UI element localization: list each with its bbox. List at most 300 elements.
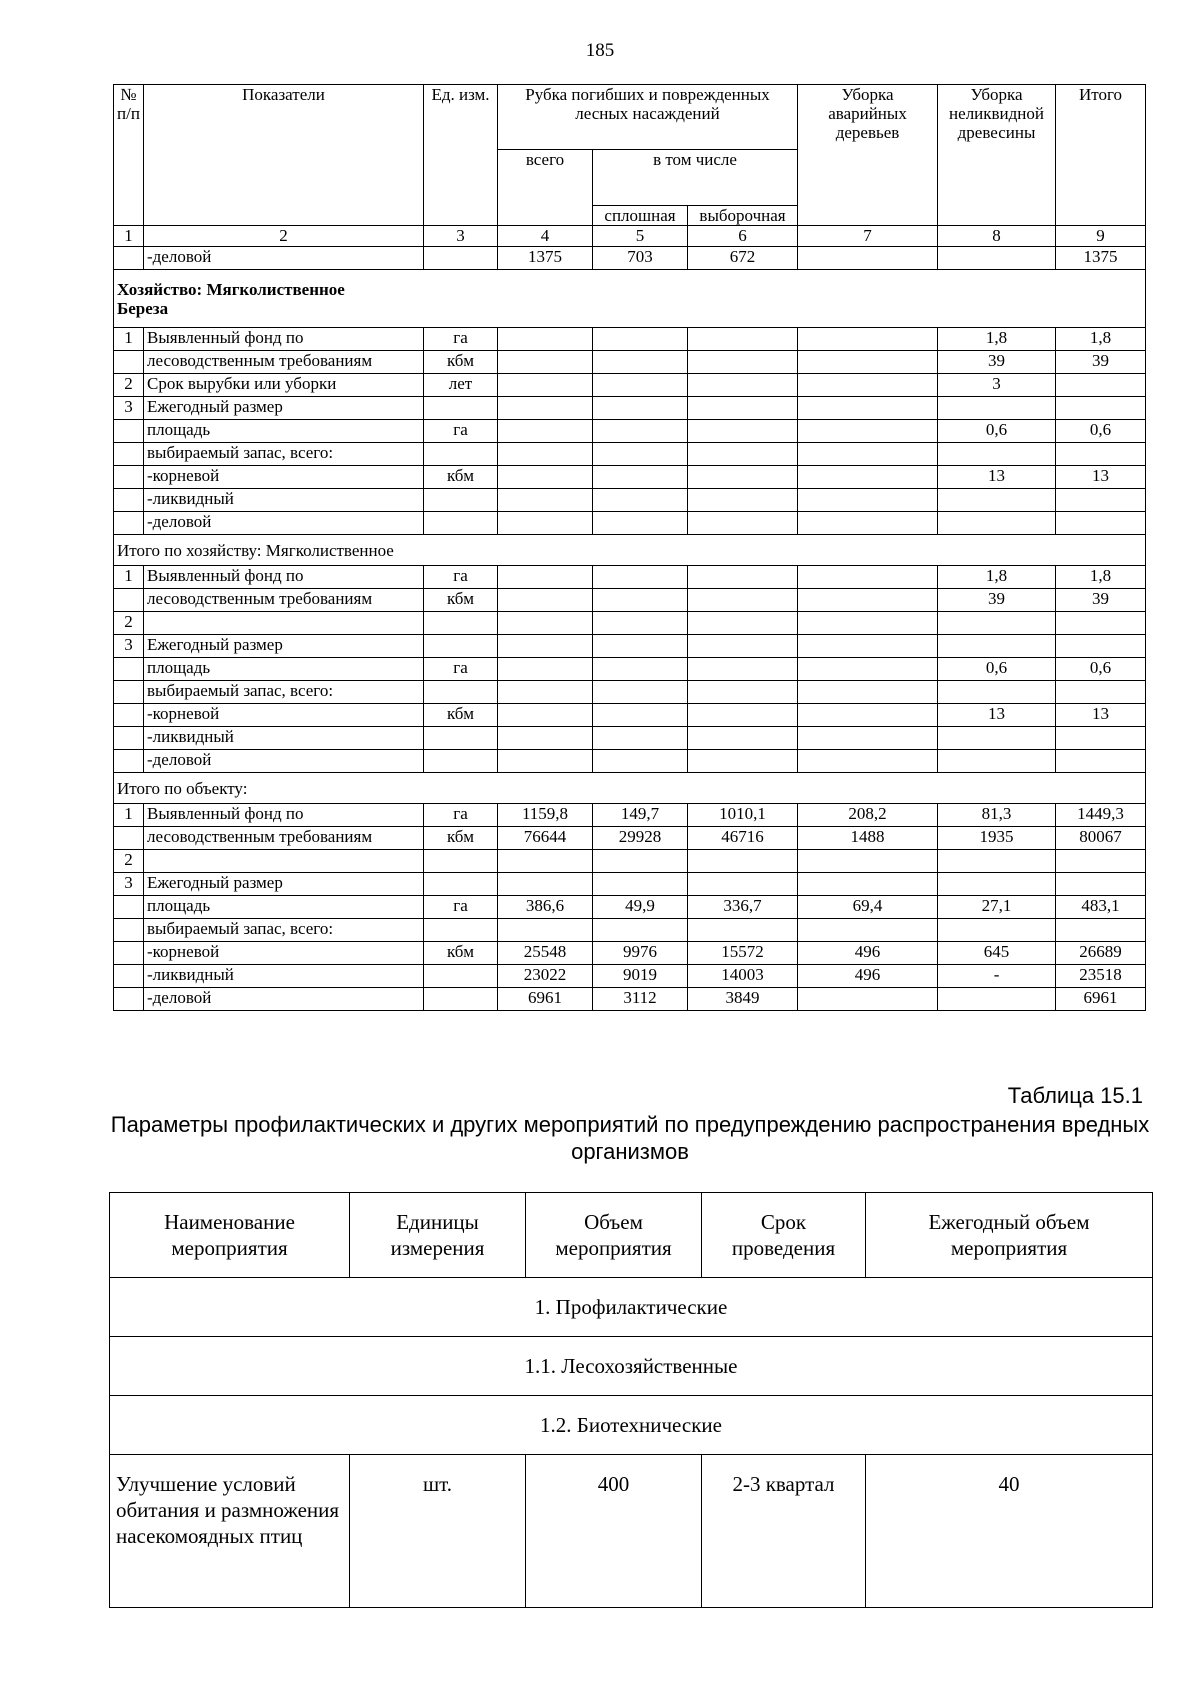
row-num [114,965,144,988]
row-label: лесоводственным требованиям [144,589,424,612]
column-number: 7 [798,226,938,247]
row-value: 3112 [593,988,688,1011]
row-unit: кбм [424,351,498,374]
table-row [114,988,1146,1011]
table-row [114,919,1146,942]
header-unit: Ед. изм. [424,85,498,226]
table-row [114,489,1146,512]
row-value [798,704,938,727]
row-value [798,566,938,589]
row-value: 1375 [1056,247,1146,270]
row-unit: кбм [424,704,498,727]
column-number: 1 [114,226,144,247]
column-number: 5 [593,226,688,247]
row-num [114,351,144,374]
row-value: 0,6 [938,420,1056,443]
row-value: 496 [798,965,938,988]
row-value [498,850,593,873]
row-value [1056,635,1146,658]
measure-volume: 400 [526,1455,702,1608]
row-value: 13 [1056,704,1146,727]
row-label: выбираемый запас, всего: [144,681,424,704]
row-value: 13 [1056,466,1146,489]
column-numbers-row [114,226,1146,247]
section-title [114,270,1146,328]
row-value [498,635,593,658]
row-value [498,873,593,896]
table-row [114,328,1146,351]
header-itogo: Итого [1056,85,1146,226]
row-value [688,873,798,896]
row-value [688,397,798,420]
row-value: 1,8 [1056,566,1146,589]
row-unit [424,489,498,512]
row-value [498,397,593,420]
row-unit: га [424,328,498,351]
row-value [688,489,798,512]
table-row [114,512,1146,535]
column-number: 8 [938,226,1056,247]
row-value [938,635,1056,658]
table-row [114,704,1146,727]
row-value: 1375 [498,247,593,270]
row-value: 1,8 [938,566,1056,589]
table-caption-label: Таблица 15.1 [1007,1083,1143,1108]
row-value [938,919,1056,942]
row-label: лесоводственным требованиям [144,827,424,850]
header-solid: сплошная [593,206,688,226]
row-label: Срок вырубки или уборки [144,374,424,397]
row-value [938,750,1056,773]
row-unit: кбм [424,589,498,612]
row-value [593,635,688,658]
row-value: 703 [593,247,688,270]
header-illiquid: Уборка неликвидной древесины [938,85,1056,226]
row-unit [424,873,498,896]
row-value: 15572 [688,942,798,965]
row-num [114,466,144,489]
row-num [114,988,144,1011]
row-value [938,247,1056,270]
row-num [114,827,144,850]
row-value [938,612,1056,635]
row-value [938,850,1056,873]
row-value [593,420,688,443]
header-measure-volume: Объем мероприятия [526,1193,702,1278]
row-unit [424,965,498,988]
row-value: - [938,965,1056,988]
column-number: 3 [424,226,498,247]
row-value [688,351,798,374]
row-value [798,512,938,535]
table-row [114,466,1146,489]
row-value [498,566,593,589]
section-title: Итого по объекту: [114,773,1146,804]
row-value [1056,727,1146,750]
row-num [114,512,144,535]
row-value [498,589,593,612]
row-value: 39 [1056,351,1146,374]
column-number: 4 [498,226,593,247]
row-value: 483,1 [1056,896,1146,919]
row-value: 3849 [688,988,798,1011]
row-value [798,850,938,873]
table-row [114,873,1146,896]
row-value [688,512,798,535]
column-number: 9 [1056,226,1146,247]
row-value [1056,750,1146,773]
row-value [1056,512,1146,535]
row-value [593,681,688,704]
row-label: Ежегодный размер [144,397,424,420]
group-row-biotechnical: 1.2. Биотехнические [110,1396,1153,1455]
row-label: лесоводственным требованиям [144,351,424,374]
row-num [114,247,144,270]
row-value [688,727,798,750]
row-value [593,466,688,489]
row-label: -деловой [144,988,424,1011]
row-value [593,374,688,397]
row-value: 13 [938,704,1056,727]
row-value: 76644 [498,827,593,850]
row-value [798,727,938,750]
table-row [114,965,1146,988]
row-unit: га [424,566,498,589]
row-label: Выявленный фонд по [144,804,424,827]
table-row [114,247,1146,270]
row-value: 39 [1056,589,1146,612]
row-value: 1449,3 [1056,804,1146,827]
row-value [798,489,938,512]
row-num [114,681,144,704]
row-num: 1 [114,804,144,827]
row-value [688,466,798,489]
row-unit: кбм [424,466,498,489]
row-value [593,919,688,942]
row-label: площадь [144,420,424,443]
row-value [798,397,938,420]
row-value: 81,3 [938,804,1056,827]
row-value [938,988,1056,1011]
row-value [593,397,688,420]
table-row [114,750,1146,773]
row-label: -корневой [144,704,424,727]
row-value [593,589,688,612]
table-row [114,566,1146,589]
row-value [688,328,798,351]
row-unit [424,919,498,942]
row-unit [424,727,498,750]
row-value [798,750,938,773]
row-value [593,512,688,535]
table-row [114,443,1146,466]
row-num [114,443,144,466]
row-value [498,681,593,704]
table-row [114,397,1146,420]
row-value [688,374,798,397]
row-num [114,942,144,965]
row-value: 80067 [1056,827,1146,850]
measure-unit: шт. [350,1455,526,1608]
row-value: 1159,8 [498,804,593,827]
row-value [938,873,1056,896]
row-unit [424,681,498,704]
row-value [798,466,938,489]
row-value: 9976 [593,942,688,965]
header-felling: Рубка погибших и поврежденных лесных насаждений [498,85,798,150]
table-row [114,635,1146,658]
row-value [1056,873,1146,896]
table-row [114,896,1146,919]
row-value [688,750,798,773]
table-row [114,850,1146,873]
row-value: 336,7 [688,896,798,919]
table-row [110,1455,1153,1608]
row-value [798,589,938,612]
row-value [688,919,798,942]
row-value [498,512,593,535]
table-row [114,374,1146,397]
row-value [938,443,1056,466]
row-num: 1 [114,328,144,351]
row-value: 25548 [498,942,593,965]
row-num [114,896,144,919]
row-unit [424,612,498,635]
row-unit: кбм [424,827,498,850]
row-value [593,704,688,727]
row-value [938,681,1056,704]
row-value [688,635,798,658]
measure-annual: 40 [866,1455,1153,1608]
section-title-row [114,535,1146,566]
row-unit [424,635,498,658]
row-value [593,750,688,773]
row-label: -корневой [144,466,424,489]
row-value [1056,374,1146,397]
row-value: 0,6 [1056,658,1146,681]
row-value: 149,7 [593,804,688,827]
row-value: 39 [938,589,1056,612]
row-label: -ликвидный [144,489,424,512]
row-num: 3 [114,397,144,420]
row-unit [424,512,498,535]
row-value: 9019 [593,965,688,988]
row-value [1056,919,1146,942]
row-num [114,750,144,773]
row-value [498,374,593,397]
row-value: 39 [938,351,1056,374]
header-emergency: Уборка аварийных деревьев [798,85,938,226]
row-label [144,850,424,873]
row-num: 3 [114,873,144,896]
row-value [938,512,1056,535]
row-unit [424,850,498,873]
row-value [1056,850,1146,873]
row-value [688,589,798,612]
row-unit: лет [424,374,498,397]
row-value [798,919,938,942]
row-value [798,328,938,351]
row-value: 645 [938,942,1056,965]
row-value [938,489,1056,512]
table-row [114,942,1146,965]
row-value [1056,681,1146,704]
row-label: -ликвидный [144,965,424,988]
row-value: 49,9 [593,896,688,919]
row-value [498,727,593,750]
row-value [798,443,938,466]
row-value [593,328,688,351]
row-value: 672 [688,247,798,270]
row-value: 496 [798,942,938,965]
row-value: 29928 [593,827,688,850]
row-value: 6961 [498,988,593,1011]
row-label: площадь [144,658,424,681]
header-num: № п/п [114,85,144,226]
row-label: -ликвидный [144,727,424,750]
row-unit [424,750,498,773]
row-value [593,566,688,589]
row-value [498,420,593,443]
row-num: 2 [114,374,144,397]
row-value: 1010,1 [688,804,798,827]
section-title: Итого по хозяйству: Мягколиственное [114,535,1146,566]
row-value [938,397,1056,420]
row-value: 46716 [688,827,798,850]
row-num [114,704,144,727]
row-value: 208,2 [798,804,938,827]
header-measure-annual: Ежегодный объем мероприятия [866,1193,1153,1278]
row-value: 69,4 [798,896,938,919]
row-value [798,635,938,658]
row-unit [424,988,498,1011]
row-label: -деловой [144,512,424,535]
section-title-line2: Береза [117,298,169,318]
row-value: 6961 [1056,988,1146,1011]
row-num [114,919,144,942]
row-value [688,850,798,873]
row-value [498,612,593,635]
row-value [798,988,938,1011]
row-value [938,727,1056,750]
row-value [498,351,593,374]
row-value [688,658,798,681]
row-value [1056,612,1146,635]
row-value [688,420,798,443]
row-num: 2 [114,850,144,873]
header-including: в том числе [593,150,798,206]
row-value [593,612,688,635]
table-row [114,589,1146,612]
row-value [688,612,798,635]
row-value: 27,1 [938,896,1056,919]
table-row [114,612,1146,635]
row-unit [424,247,498,270]
row-value: 1,8 [938,328,1056,351]
row-label [144,612,424,635]
row-value [593,850,688,873]
row-value: 13 [938,466,1056,489]
row-unit: га [424,896,498,919]
column-number: 6 [688,226,798,247]
row-value: 14003 [688,965,798,988]
row-num: 2 [114,612,144,635]
header-measure-unit: Единицы измерения [350,1193,526,1278]
measure-name: Улучшение условий обитания и размножения насекомоядных птиц [110,1455,350,1608]
row-value [688,443,798,466]
row-label: -деловой [144,247,424,270]
row-label: выбираемый запас, всего: [144,919,424,942]
row-value [593,489,688,512]
row-value: 386,6 [498,896,593,919]
table-caption-title: Параметры профилактических и других мероприятий по предупреждению распространения вредных организмов [110,1112,1150,1164]
row-label: Ежегодный размер [144,635,424,658]
header-measure-name: Наименование мероприятия [110,1193,350,1278]
row-label: -корневой [144,942,424,965]
row-value [798,351,938,374]
section-title-line1: Хозяйство: Мягколиственное [117,279,345,299]
row-unit: га [424,420,498,443]
row-unit: га [424,804,498,827]
row-value [498,328,593,351]
row-value [798,873,938,896]
row-unit [424,397,498,420]
table-row [114,658,1146,681]
row-value [593,727,688,750]
row-unit: га [424,658,498,681]
row-value [593,658,688,681]
row-value [798,374,938,397]
row-label: Выявленный фонд по [144,328,424,351]
table-row [114,804,1146,827]
row-label: выбираемый запас, всего: [144,443,424,466]
row-unit [424,443,498,466]
row-value [798,612,938,635]
row-value [798,247,938,270]
row-value: 23022 [498,965,593,988]
row-value [1056,443,1146,466]
row-label: Ежегодный размер [144,873,424,896]
table-row [114,351,1146,374]
row-unit: кбм [424,942,498,965]
table-row [114,420,1146,443]
row-value: 0,6 [938,658,1056,681]
page-number: 185 [585,40,615,61]
row-value [498,658,593,681]
table-row [114,827,1146,850]
row-num [114,727,144,750]
row-value: 0,6 [1056,420,1146,443]
row-value [798,658,938,681]
table-row [114,681,1146,704]
row-value [498,704,593,727]
row-value [593,873,688,896]
row-value [1056,489,1146,512]
table-row [114,727,1146,750]
row-num: 1 [114,566,144,589]
forest-felling-table [113,84,1146,1011]
row-label: Выявленный фонд по [144,566,424,589]
measures-table [109,1192,1153,1608]
row-value: 1,8 [1056,328,1146,351]
row-num [114,589,144,612]
row-value [798,681,938,704]
row-value [498,750,593,773]
row-label: -деловой [144,750,424,773]
row-value [593,443,688,466]
row-value: 1935 [938,827,1056,850]
row-num [114,489,144,512]
